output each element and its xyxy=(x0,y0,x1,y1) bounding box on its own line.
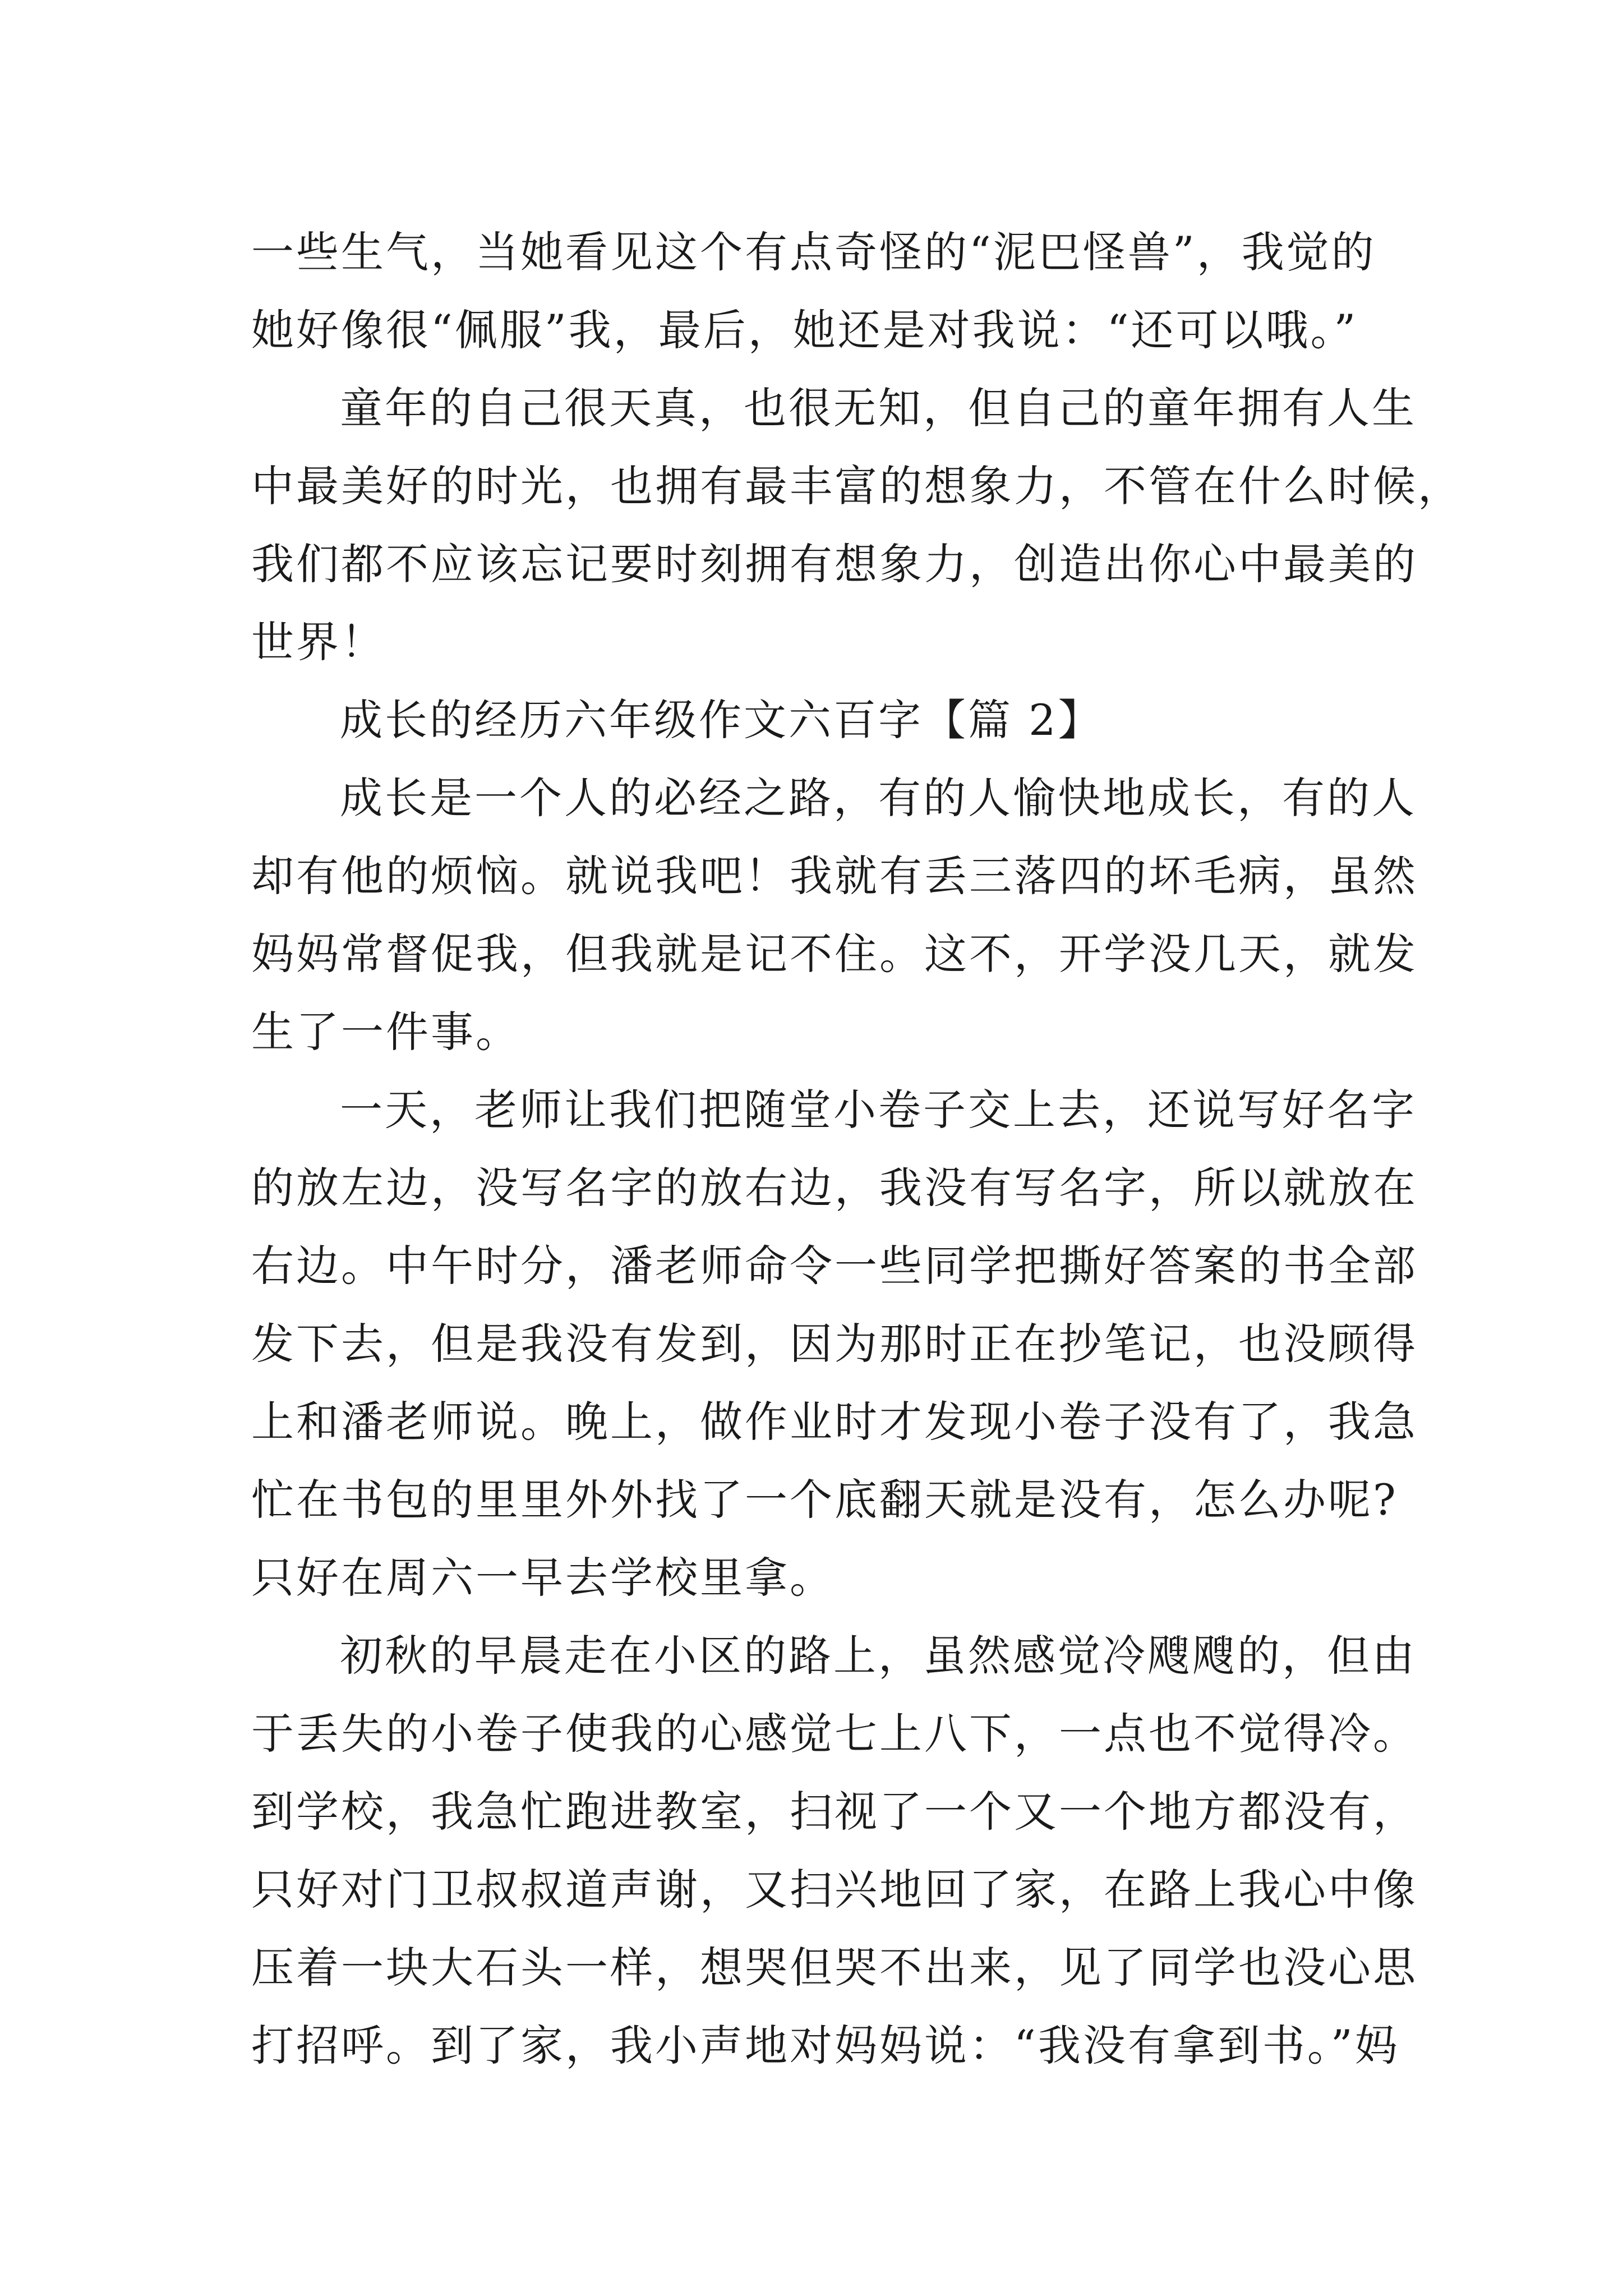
text-line: 中最美好的时光，也拥有最丰富的想象力，不管在什么时候， xyxy=(251,461,1463,511)
text-line: 打招呼。到了家，我小声地对妈妈说：“我没有拿到书。”妈 xyxy=(251,2021,1400,2070)
text-line: 的放左边，没写名字的放右边，我没有写名字，所以就放在 xyxy=(251,1163,1418,1213)
text-line: 上和潘老师说。晚上，做作业时才发现小卷子没有了，我急 xyxy=(251,1397,1418,1447)
text-line: 我们都不应该忘记要时刻拥有想象力，创造出你心中最美的 xyxy=(251,539,1418,589)
text-line: 妈妈常督促我，但我就是记不住。这不，开学没几天，就发 xyxy=(251,929,1418,979)
text-line: 到学校，我急忙跑进教室，扫视了一个又一个地方都没有， xyxy=(251,1787,1418,1837)
text-line: 她好像很“佩服”我，最后，她还是对我说：“还可以哦。” xyxy=(251,305,1358,355)
text-line: 于丢失的小卷子使我的心感觉七上八下，一点也不觉得冷。 xyxy=(251,1709,1418,1759)
text-line: 世界！ xyxy=(251,617,386,667)
text-line: 一些生气，当她看见这个有点奇怪的“泥巴怪兽”，我觉的 xyxy=(251,227,1376,277)
text-line: 发下去，但是我没有发到，因为那时正在抄笔记，也没顾得 xyxy=(251,1319,1418,1369)
text-line: 右边。中午时分，潘老师命令一些同学把撕好答案的书全部 xyxy=(251,1241,1418,1291)
document-body xyxy=(251,213,1463,2085)
text-line: 忙在书包的里里外外找了一个底翻天就是没有，怎么办呢? xyxy=(251,1475,1398,1525)
section-heading: 成长的经历六年级作文六百字【篇 2】 xyxy=(340,695,1103,745)
paragraph-start-line: 成长是一个人的必经之路，有的人愉快地成长，有的人 xyxy=(340,773,1417,823)
text-line: 生了一件事。 xyxy=(251,1007,520,1057)
paragraph-start-line: 初秋的早晨走在小区的路上，虽然感觉冷飕飕的，但由 xyxy=(340,1631,1417,1681)
text-line: 却有他的烦恼。就说我吧！我就有丢三落四的坏毛病，虽然 xyxy=(251,851,1418,901)
text-line: 压着一块大石头一样，想哭但哭不出来，见了同学也没心思 xyxy=(251,1943,1418,1993)
text-line: 只好对门卫叔叔道声谢，又扫兴地回了家，在路上我心中像 xyxy=(251,1865,1418,1915)
paragraph-start-line: 一天，老师让我们把随堂小卷子交上去，还说写好名字 xyxy=(340,1085,1417,1135)
text-line: 只好在周六一早去学校里拿。 xyxy=(251,1553,834,1603)
paragraph-start-line: 童年的自己很天真，也很无知，但自己的童年拥有人生 xyxy=(340,383,1417,433)
